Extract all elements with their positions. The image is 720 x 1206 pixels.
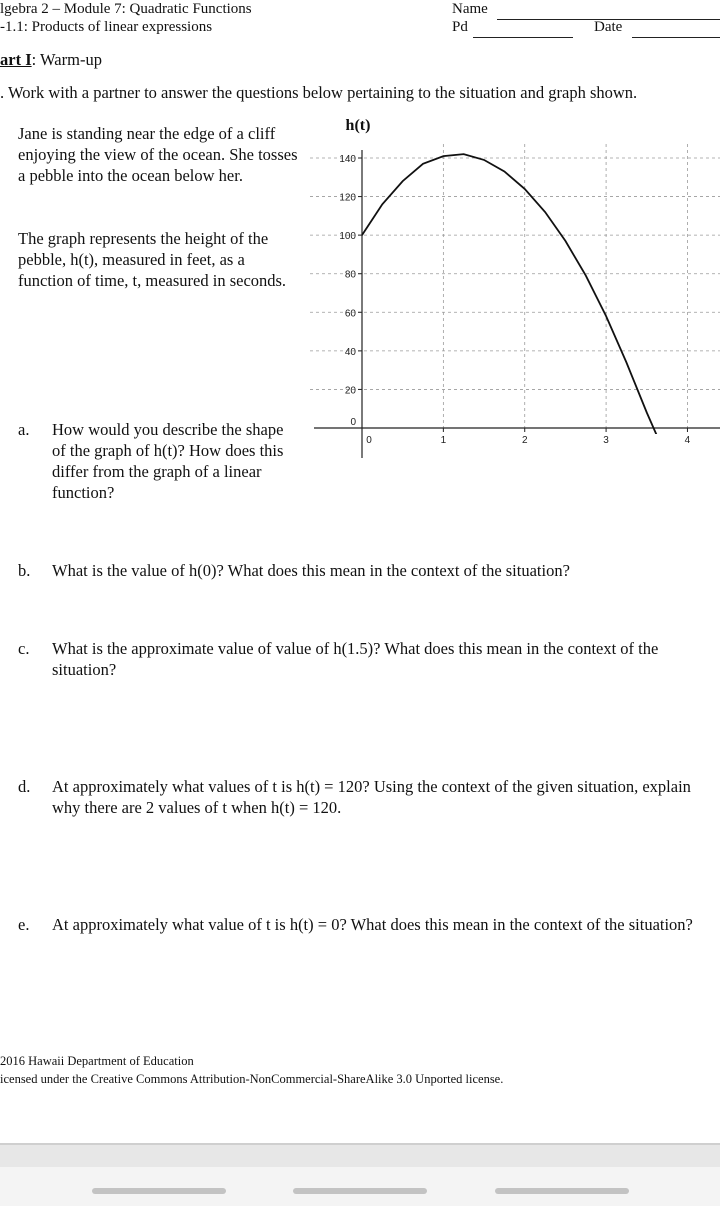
y-tick-label-origin: 0 <box>350 417 356 428</box>
question-d-text: At approximately what values of t is h(t) = 120? Using the context of the given situation, explain why there are 2 values of t when h(t) = 120. <box>52 777 691 817</box>
instruction: . Work with a partner to answer the questions below pertaining to the situation and graph shown. <box>0 83 638 102</box>
nav-handle-center[interactable] <box>293 1188 427 1194</box>
y-tick-label-100: 100 <box>339 231 356 243</box>
y-axis-label: h(t) <box>345 117 371 134</box>
question-b-label: b. <box>18 561 31 580</box>
question-a-text: How would you describe the shape of the graph of h(t)? How does this differ from the graph of a linear function? <box>52 420 284 502</box>
y-tick-label-140: 140 <box>339 154 356 165</box>
lesson-title: -1.1: Products of linear expressions <box>0 19 213 35</box>
y-tick-label-120: 120 <box>339 192 356 204</box>
pd-label: Pd <box>452 19 468 35</box>
question-c-text: What is the approximate value of value of h(1.5)? What does this mean in the context of the situation? <box>52 639 659 679</box>
copyright-text: 2016 Hawaii Department of Education <box>0 1054 194 1068</box>
nav-handle-right[interactable] <box>495 1188 629 1194</box>
x-tick-label-0: 0 <box>366 435 372 446</box>
x-tick-label-2: 2 <box>521 435 528 446</box>
name-label: Name <box>452 1 488 17</box>
question-e-label: e. <box>18 915 30 934</box>
pd-line[interactable] <box>473 20 573 38</box>
y-tick-label-80: 80 <box>344 269 356 281</box>
height-graph <box>310 110 720 470</box>
y-tick-label-20: 20 <box>344 385 356 397</box>
x-tick-label-3: 3 <box>603 435 609 446</box>
part-title: Warm-up <box>40 50 102 69</box>
part-heading <box>0 49 102 70</box>
nav-handle-left[interactable] <box>92 1188 226 1194</box>
date-label: Date <box>594 19 623 35</box>
bottom-nav-bar <box>0 1167 720 1206</box>
part-colon: : <box>31 50 37 69</box>
part-label: art I <box>0 50 32 69</box>
x-tick-label-1: 1 <box>440 435 447 446</box>
question-a-label: a. <box>18 420 30 439</box>
course-title: lgebra 2 – Module 7: Quadratic Functions <box>0 1 252 17</box>
situation-paragraph-2: The graph represents the height of the pebble, h(t), measured in feet, as a function of time, t, measured in seconds. <box>18 229 287 290</box>
date-line[interactable] <box>632 20 720 38</box>
situation-paragraph-1: Jane is standing near the edge of a cliff enjoying the view of the ocean. She tosses a pebble into the ocean below her. <box>18 124 298 185</box>
license-text: icensed under the Creative Commons Attribution-NonCommercial-ShareAlike 3.0 Unported license. <box>0 1072 504 1086</box>
y-tick-label-40: 40 <box>344 346 356 358</box>
page-scroll-edge <box>0 1143 720 1169</box>
question-d-label: d. <box>18 777 31 796</box>
question-c-label: c. <box>18 639 30 658</box>
y-tick-label-60: 60 <box>344 308 356 320</box>
x-tick-label-4: 4 <box>684 435 691 446</box>
question-e-text: At approximately what value of t is h(t) = 0? What does this mean in the context of the situation? <box>52 915 693 934</box>
question-b-text: What is the value of h(0)? What does this mean in the context of the situation? <box>52 561 570 580</box>
